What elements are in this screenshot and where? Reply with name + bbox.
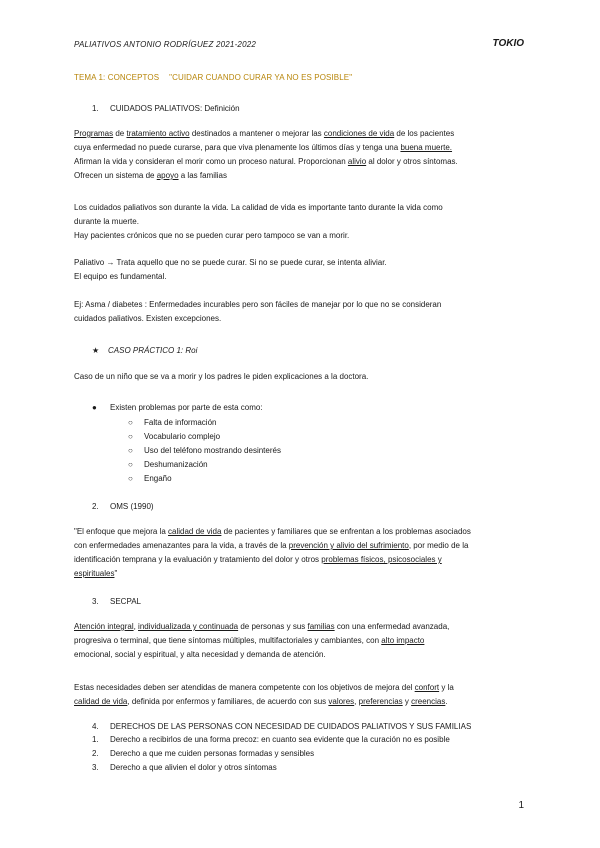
list-item: ○ Uso del teléfono mostrando desinterés: [128, 444, 281, 458]
section-1-paragraph-2: Los cuidados paliativos son durante la vida. La calidad de vida es importante tanto durante la vida como durante la muerte. Hay pacientes crónicos que no se pueden curar pero tampoco se van a morir.: [74, 203, 443, 240]
section-1-paragraph-3: Paliativo → Trata aquello que no se puede curar. Si no se puede curar, se intenta aliviar. El equipo es fundamental.: [74, 258, 387, 281]
section-4-heading: 4. DERECHOS DE LAS PERSONAS CON NECESIDAD DE CUIDADOS PALIATIVOS Y SUS FAMILIAS: [92, 722, 472, 731]
problems-heading: ● Existen problemas por parte de esta como:: [92, 403, 263, 412]
header-group: TOKIO: [492, 38, 524, 49]
circle-bullet-icon: ○: [128, 418, 133, 427]
theme-label: TEMA 1: CONCEPTOS: [74, 73, 160, 82]
list-item: ○ Vocabulario complejo: [128, 430, 281, 444]
star-icon: ★: [92, 346, 100, 355]
circle-bullet-icon: ○: [128, 446, 133, 455]
theme-title: [74, 73, 352, 82]
circle-bullet-icon: ○: [128, 474, 133, 483]
section-1-heading: 1. CUIDADOS PALIATIVOS: Definición: [92, 104, 240, 113]
list-item: 1. Derecho a recibirlos de una forma precoz: en cuanto sea evidente que la curación no es posible: [92, 735, 450, 744]
list-item: 3. Derecho a que alivien el dolor y otros síntomas: [92, 763, 277, 772]
list-item: ○ Deshumanización: [128, 458, 281, 472]
secpal-paragraph-2: Estas necesidades deben ser atendidas de manera competente con los objetivos de mejora del confort y la calidad de vida, definida por enfermos y familiares, de acuerdo con sus valores, preferencias y creencias.: [74, 683, 454, 706]
circle-bullet-icon: ○: [128, 432, 133, 441]
section-2-heading: 2. OMS (1990): [92, 502, 154, 511]
section-1-paragraph-1: Programas de tratamiento activo destinados a mantener o mejorar las condiciones de vida de los pacientes cuya enfermedad no puede curarse, para que viva plenamente los últimos días y tenga una buena muerte. Afirman la vida y consideran el morir como un proceso natural. Proporcionan alivio al dolor y otros síntomas. Ofrecen un sistema de apoyo a las familias: [74, 129, 458, 180]
case-study-text: Caso de un niño que se va a morir y los padres le piden explicaciones a la doctora.: [74, 372, 369, 381]
case-study-heading: ★ CASO PRÁCTICO 1: Roi: [92, 346, 198, 355]
section-1-paragraph-4: Ej: Asma / diabetes : Enfermedades incurables pero son fáciles de manejar por lo que no se consideran cuidados paliativos. Existen excepciones.: [74, 300, 442, 323]
header-course: PALIATIVOS ANTONIO RODRÍGUEZ 2021-2022: [74, 40, 257, 49]
theme-quote: "CUIDAR CUANDO CURAR YA NO ES POSIBLE": [169, 73, 353, 82]
bullet-dot-icon: ●: [92, 403, 97, 412]
list-item: ○ Falta de información: [128, 416, 281, 430]
rights-list: [92, 733, 450, 775]
page-number: 1: [518, 800, 524, 811]
secpal-paragraph-1: Atención integral, individualizada y continuada de personas y sus familias con una enfermedad avanzada, progresiva o terminal, que tiene síntomas múltiples, multifactoriales y cambiantes, con alto impacto emocional, social y espiritual, y alta necesidad y demanda de atención.: [74, 622, 450, 659]
oms-quote: "El enfoque que mejora la calidad de vida de pacientes y familiares que se enfrentan a los problemas asociados con enfermedades amenazantes para la vida, a través de la prevención y alivio del sufrimiento, por medio de la identificación temprana y la evaluación y tratamiento del dolor y otros problemas físicos, psicosociales y espirituales": [74, 527, 471, 578]
list-item: 2. Derecho a que me cuiden personas formadas y sensibles: [92, 749, 315, 758]
section-3-heading: 3. SECPAL: [92, 597, 141, 606]
circle-bullet-icon: ○: [128, 460, 133, 469]
problems-list: [128, 416, 281, 486]
list-item: ○ Engaño: [128, 472, 281, 486]
